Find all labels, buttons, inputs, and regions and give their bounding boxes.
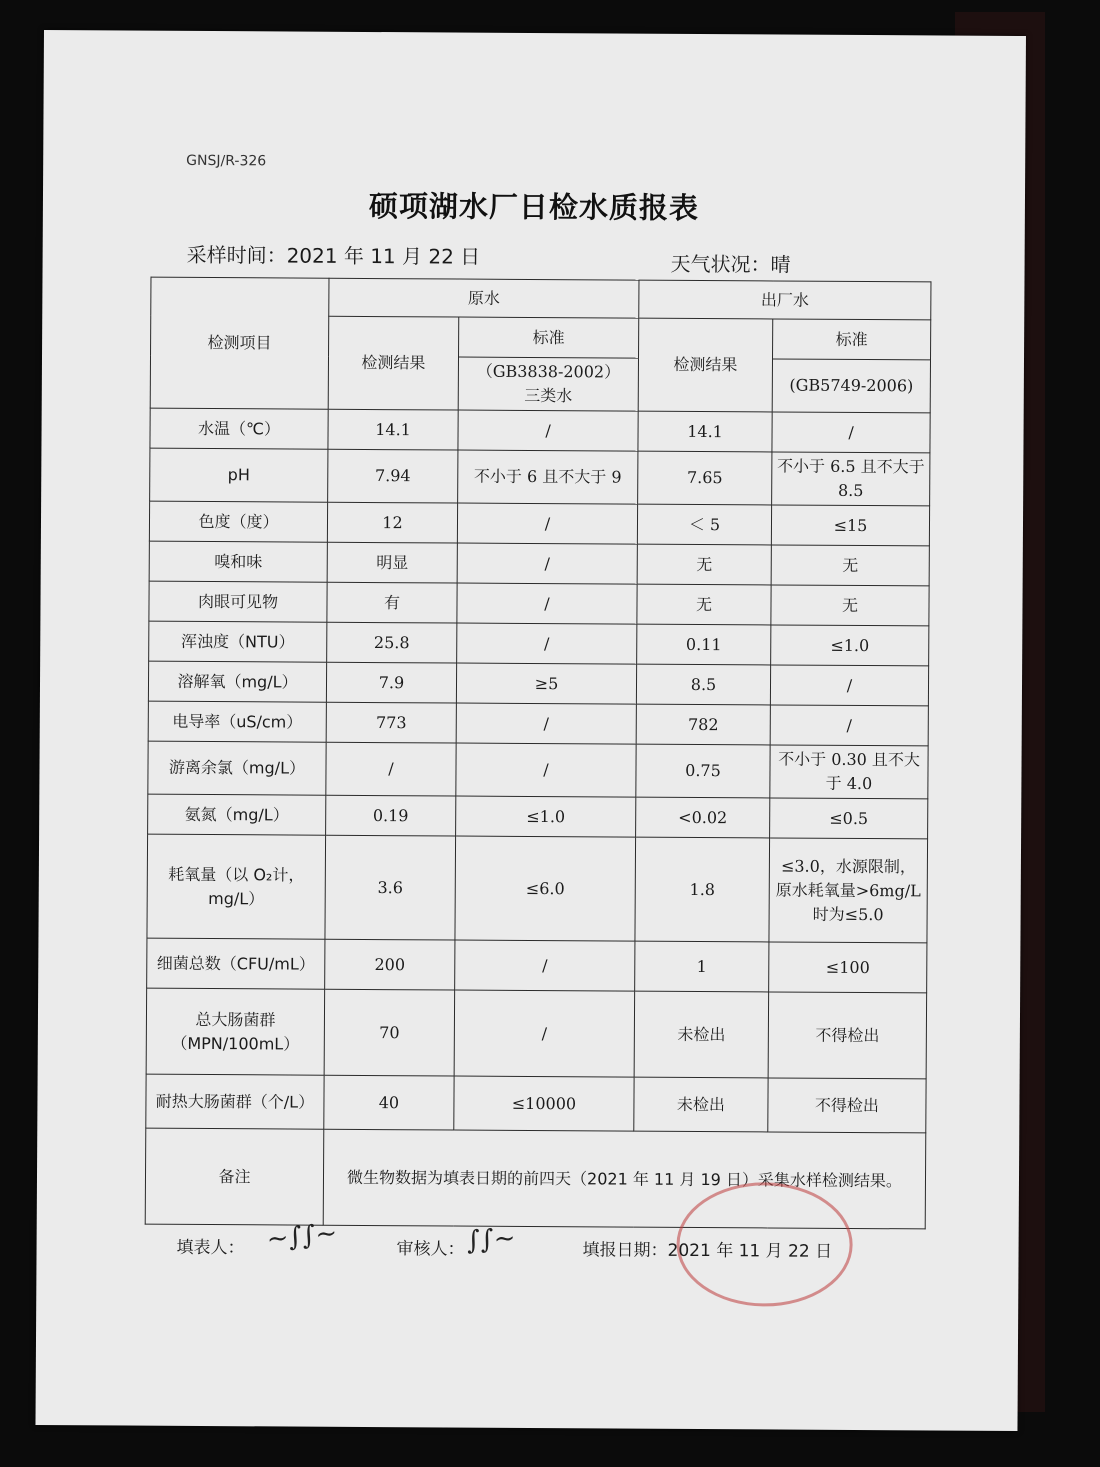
raw-standard-cell: 不小于 6 且不大于 9 [458,450,638,504]
finished-result-cell: 未检出 [634,991,769,1078]
table-row [148,661,928,706]
header-finished-result: 检测结果 [638,318,773,412]
finished-standard-cell: ≤3.0，水源限制，原水耗氧量>6mg/L 时为≤5.0 [769,838,928,943]
finished-result-cell: 0.75 [636,744,770,798]
raw-standard-code: （GB3838-2002） [476,361,621,382]
remark-label: 备注 [145,1128,324,1225]
sampling-time [187,239,481,270]
header-raw-water: 原水 [329,278,639,318]
raw-result-cell: 3.6 [325,835,456,940]
item-cell: 游离余氯（mg/L） [148,741,326,795]
finished-standard-cell: ≤0.5 [770,798,928,839]
finished-standard-cell: 不得检出 [768,1078,926,1133]
item-cell: 肉眼可见物 [149,581,327,622]
reviewer-signature: ∫∫~ [465,1223,517,1257]
raw-result-cell: 7.94 [328,449,458,503]
raw-standard-cell: ≤10000 [454,1076,634,1131]
document-code: GNSJ/R-326 [186,152,267,170]
table-row [148,794,928,839]
water-quality-table [145,277,932,1230]
table-row [147,834,928,943]
report-paper [35,30,1026,1431]
table-row [149,621,929,666]
finished-result-cell: ＜ 5 [637,504,771,545]
filler-signature: ~∫∫~ [265,1218,339,1256]
raw-result-cell: 明显 [327,542,457,583]
item-cell: 细菌总数（CFU/mL） [147,938,325,989]
finished-result-cell: <0.02 [636,797,770,838]
finished-result-cell: 1.8 [635,837,770,942]
item-cell: 氨氮（mg/L） [148,794,326,835]
item-cell: 总大肠菌群（MPN/100mL） [146,988,325,1075]
raw-result-cell: 200 [325,939,455,990]
item-cell: 色度（度） [149,501,327,542]
table-row [148,701,928,746]
finished-standard-cell: ≤1.0 [771,625,929,666]
report-date-label: 填报日期： [582,1240,668,1261]
finished-result-cell: 1 [635,941,769,992]
item-cell: 耗氧量（以 O₂计，mg/L） [147,834,326,939]
raw-standard-cell: ≤1.0 [456,796,636,837]
item-cell: 水温（℃） [150,408,328,449]
finished-result-cell: 0.11 [637,624,771,665]
finished-result-cell: 无 [637,584,771,625]
document-title: 硕项湖水厂日检水质报表 [368,188,700,226]
raw-standard-cell: / [454,990,635,1077]
table-row [149,581,929,626]
finished-result-cell: 无 [637,544,771,585]
table-row [146,1074,926,1133]
raw-result-cell: 12 [327,502,457,543]
header-raw-result: 检测结果 [328,316,459,410]
table-row [146,988,927,1079]
finished-standard-cell: / [770,705,928,746]
raw-standard-cell: / [457,543,637,584]
raw-result-cell: 25.8 [327,622,457,663]
raw-standard-cell: ≤6.0 [455,836,636,941]
header-raw-standard: 标准 [459,317,639,358]
finished-result-cell: 14.1 [638,411,772,452]
finished-standard-cell: 无 [771,585,929,626]
sampling-time-label: 采样时间： [186,242,287,268]
raw-result-cell: 7.9 [326,662,456,703]
sampling-time-value: 2021 年 11 月 22 日 [286,243,481,269]
raw-standard-cell: / [458,410,638,451]
report-date [582,1235,832,1262]
filler-label: 填表人： [176,1237,245,1259]
raw-standard-cell: ≥5 [456,663,636,704]
raw-standard-cell: / [456,743,636,797]
finished-standard-cell: ≤100 [769,942,927,993]
weather-label: 天气状况： [670,251,771,277]
finished-standard-cell: ≤15 [771,505,929,546]
table-row [149,501,929,546]
item-cell: 浑浊度（NTU） [149,621,327,662]
table-row [147,938,927,993]
weather-value: 晴 [770,252,791,277]
item-cell: 嗅和味 [149,541,327,582]
finished-standard-cell: 无 [771,545,929,586]
raw-result-cell: 70 [324,989,455,1076]
table-row [148,741,928,799]
header-finished-standard-code: (GB5749-2006) [772,359,930,413]
finished-standard-cell: / [772,412,930,453]
table-row [150,448,930,506]
table-row [150,408,930,453]
remark-text: 微生物数据为填表日期的前四天（2021 年 11 月 19 日）采集水样检测结果。 [323,1129,926,1229]
raw-standard-cell: / [457,583,637,624]
header-raw-standard-code [458,357,638,411]
header-item: 检测项目 [150,277,329,409]
raw-result-cell: 有 [327,582,457,623]
finished-standard-cell: 不得检出 [768,992,927,1079]
raw-standard-cell: / [456,703,636,744]
item-cell: pH [150,448,328,502]
report-date-value: 2021 年 11 月 22 日 [667,1240,833,1262]
raw-result-cell: 40 [324,1075,454,1130]
finished-standard-cell: / [770,665,928,706]
finished-standard-cell: 不小于 6.5 且不大于 8.5 [772,452,930,506]
finished-result-cell: 8.5 [636,664,770,705]
finished-result-cell: 782 [636,704,770,745]
reviewer-label: 审核人： [396,1239,465,1260]
item-cell: 电导率（uS/cm） [148,701,326,742]
header-finished-water: 出厂水 [639,280,931,320]
item-cell: 耐热大肠菌群（个/L） [146,1074,324,1129]
weather [671,248,791,278]
raw-standard-cell: / [457,623,637,664]
raw-standard-cell: / [455,940,635,991]
raw-standard-cell: / [457,503,637,544]
finished-standard-cell: 不小于 0.30 且不大于 4.0 [770,745,928,799]
raw-result-cell: 773 [326,702,456,743]
finished-result-cell: 7.65 [638,451,772,505]
raw-result-cell: 0.19 [326,795,456,836]
table-row [149,541,929,586]
item-cell: 溶解氧（mg/L） [148,661,326,702]
raw-result-cell: / [326,742,456,796]
header-finished-standard: 标准 [773,319,931,360]
finished-result-cell: 未检出 [634,1077,768,1132]
raw-standard-class: 三类水 [524,385,573,406]
raw-result-cell: 14.1 [328,409,458,450]
